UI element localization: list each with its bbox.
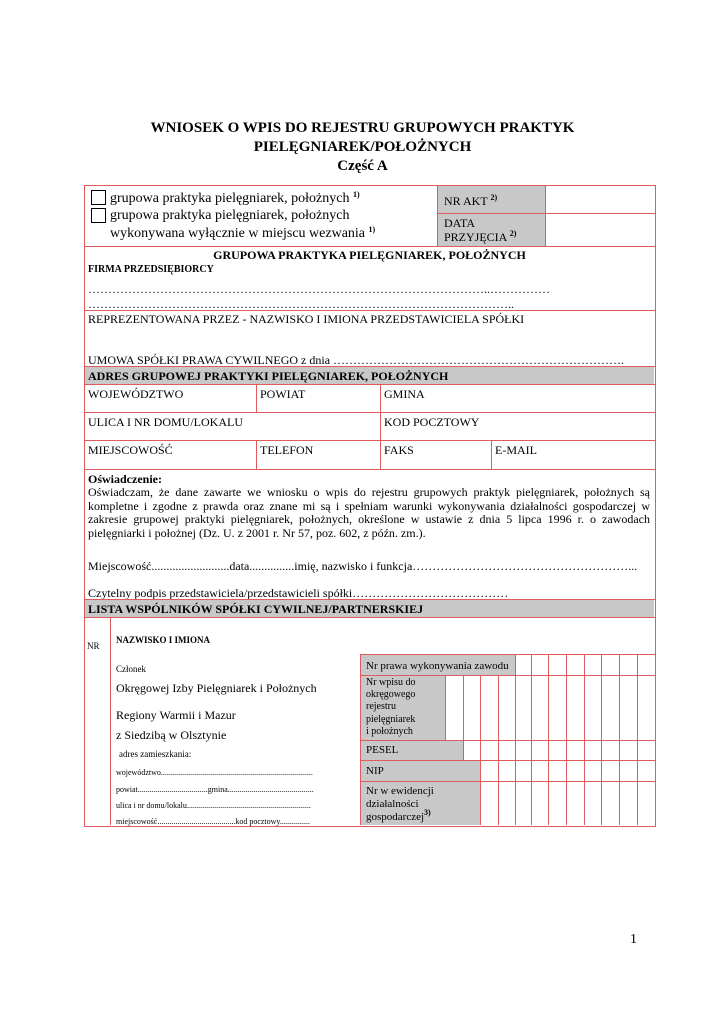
declaration-place-date[interactable]: Miejscowość..........................data...............imię, nazwisko i funkcja………………………………………………... — [88, 559, 638, 573]
pesel-label: PESEL — [366, 744, 399, 756]
declaration-heading: Oświadczenie: — [88, 472, 162, 486]
nr-wpisu-line2: okręgowego — [366, 689, 416, 700]
firma-dots-line2[interactable]: …………………………………………………………………………………………….. — [88, 297, 514, 311]
address-heading: ADRES GRUPOWEJ PRAKTYKI PIELĘGNIAREK, POŁOŻNYCH — [88, 369, 449, 383]
ulica-dots[interactable]: ulica i nr domu/lokalu.............................................................. — [116, 801, 311, 810]
czlonek-label: Członek — [116, 664, 146, 674]
practice-type-option-2-line1: grupowa praktyka pielęgniarek, położnych — [110, 208, 350, 223]
nr-wpisu-line4: pielęgniarek — [366, 714, 416, 725]
ewidencja-line1: Nr w ewidencji — [366, 785, 434, 797]
data-przyjecia-label-line2: PRZYJĘCIA $^{2)}$ — [444, 229, 517, 244]
gmina-label: GMINA — [384, 387, 425, 401]
firma-label: FIRMA PRZEDSIĘBIORCY — [88, 264, 214, 275]
telefon-label: TELEFON — [260, 443, 314, 457]
form-title-line2: PIELĘGNIAREK/POŁOŻNYCH — [253, 139, 472, 155]
declaration-body: Oświadczam, że dane zawarte we wniosku o wpis do rejestru grupowych praktyk pielęgniarek, położnych są kompletne i zgodne z prawda oraz znane mi są i spełniam warunki wykonywania działalności gospodarczej w zakresie grupowej praktyki pielęgniarek, położnych, określone w ustawie z dnia 5 lipca 1996 r. o zawodach pielęgniarki i położnej (Dz. U. z 2001 r. Nr 57, poz. 602, z późn. zm.). — [88, 485, 650, 540]
miejscowosc-label: MIEJSCOWOŚĆ — [88, 443, 173, 457]
partners-heading: LISTA WSPÓLNIKÓW SPÓŁKI CYWILNEJ/PARTNERSKIEJ — [88, 602, 424, 616]
nr-wpisu-line1: Nr wpisu do — [366, 677, 416, 688]
nr-akt-label: NR AKT $^{2)}$ — [444, 193, 498, 208]
practice-type-checkbox-1[interactable] — [91, 190, 106, 205]
form-title-line1: WNIOSEK O WPIS DO REJESTRU GRUPOWYCH PRAKTYK — [150, 120, 575, 136]
data-przyjecia-field[interactable] — [546, 214, 654, 246]
chamber-line1: Okręgowej Izby Pielęgniarek i Położnych — [116, 681, 317, 695]
practice-type-option-1: grupowa praktyka pielęgniarek, położnych $^{1)}$ — [110, 190, 360, 206]
adres-zamieszkania-label: adres zamieszkania: — [119, 749, 192, 759]
page-number: 1 — [630, 932, 637, 947]
wojewodztwo-dots[interactable]: województwo............................................................................ — [116, 768, 313, 777]
chamber-line2: Regiony Warmii i Mazur — [116, 708, 236, 722]
powiat-gmina-dots[interactable]: powiat...................................gmina........................................... — [116, 785, 314, 794]
faks-label: FAKS — [384, 443, 414, 457]
practice-section-heading: GRUPOWA PRAKTYKA PIELĘGNIAREK, POŁOŻNYCH — [213, 248, 526, 262]
firma-dots-line1[interactable]: ………………………………………………………………………………………..…………… — [88, 282, 550, 296]
wojewodztwo-label: WOJEWÓDZTWO — [88, 387, 184, 401]
nr-prawa-label: Nr prawa wykonywania zawodu — [366, 660, 509, 672]
miejscowosc-kod-dots[interactable]: miejscowość.......................................kod pocztowy............... — [116, 817, 310, 826]
chamber-line3: z Siedzibą w Olsztynie — [116, 728, 227, 742]
practice-type-option-2-line2: wykonywana wyłącznie w miejscu wezwania $^{1)}$ — [110, 225, 376, 241]
ulica-label: ULICA I NR DOMU/LOKALU — [88, 415, 243, 429]
nr-column-label: NR — [87, 641, 100, 651]
ewidencja-line2: działalności — [366, 798, 419, 810]
ewidencja-line3: gospodarczej$^{3)}$ — [366, 808, 431, 823]
nr-wpisu-line5: i położnych — [366, 726, 413, 737]
representative-label: REPREZENTOWANA PRZEZ - NAZWISKO I IMIONA PRZEDSTAWICIELA SPÓŁKI — [88, 312, 525, 326]
nr-akt-field[interactable] — [546, 186, 654, 213]
practice-type-checkbox-2[interactable] — [91, 208, 106, 223]
email-label: E-MAIL — [495, 443, 537, 457]
powiat-label: POWIAT — [260, 387, 306, 401]
umowa-spolki[interactable]: UMOWA SPÓŁKI PRAWA CYWILNEGO z dnia ………………………………………………………………. — [88, 353, 625, 367]
name-column-label: NAZWISKO I IMIONA — [116, 635, 211, 645]
nip-label: NIP — [366, 765, 384, 777]
kod-pocztowy-label: KOD POCZTOWY — [384, 415, 480, 429]
declaration-signature[interactable]: Czytelny podpis przedstawiciela/przedstawicieli spółki………………………………… — [88, 586, 509, 600]
form-title-part: Część A — [337, 158, 388, 174]
nr-wpisu-line3: rejestru — [366, 701, 396, 712]
data-przyjecia-label-line1: DATA — [444, 216, 476, 230]
